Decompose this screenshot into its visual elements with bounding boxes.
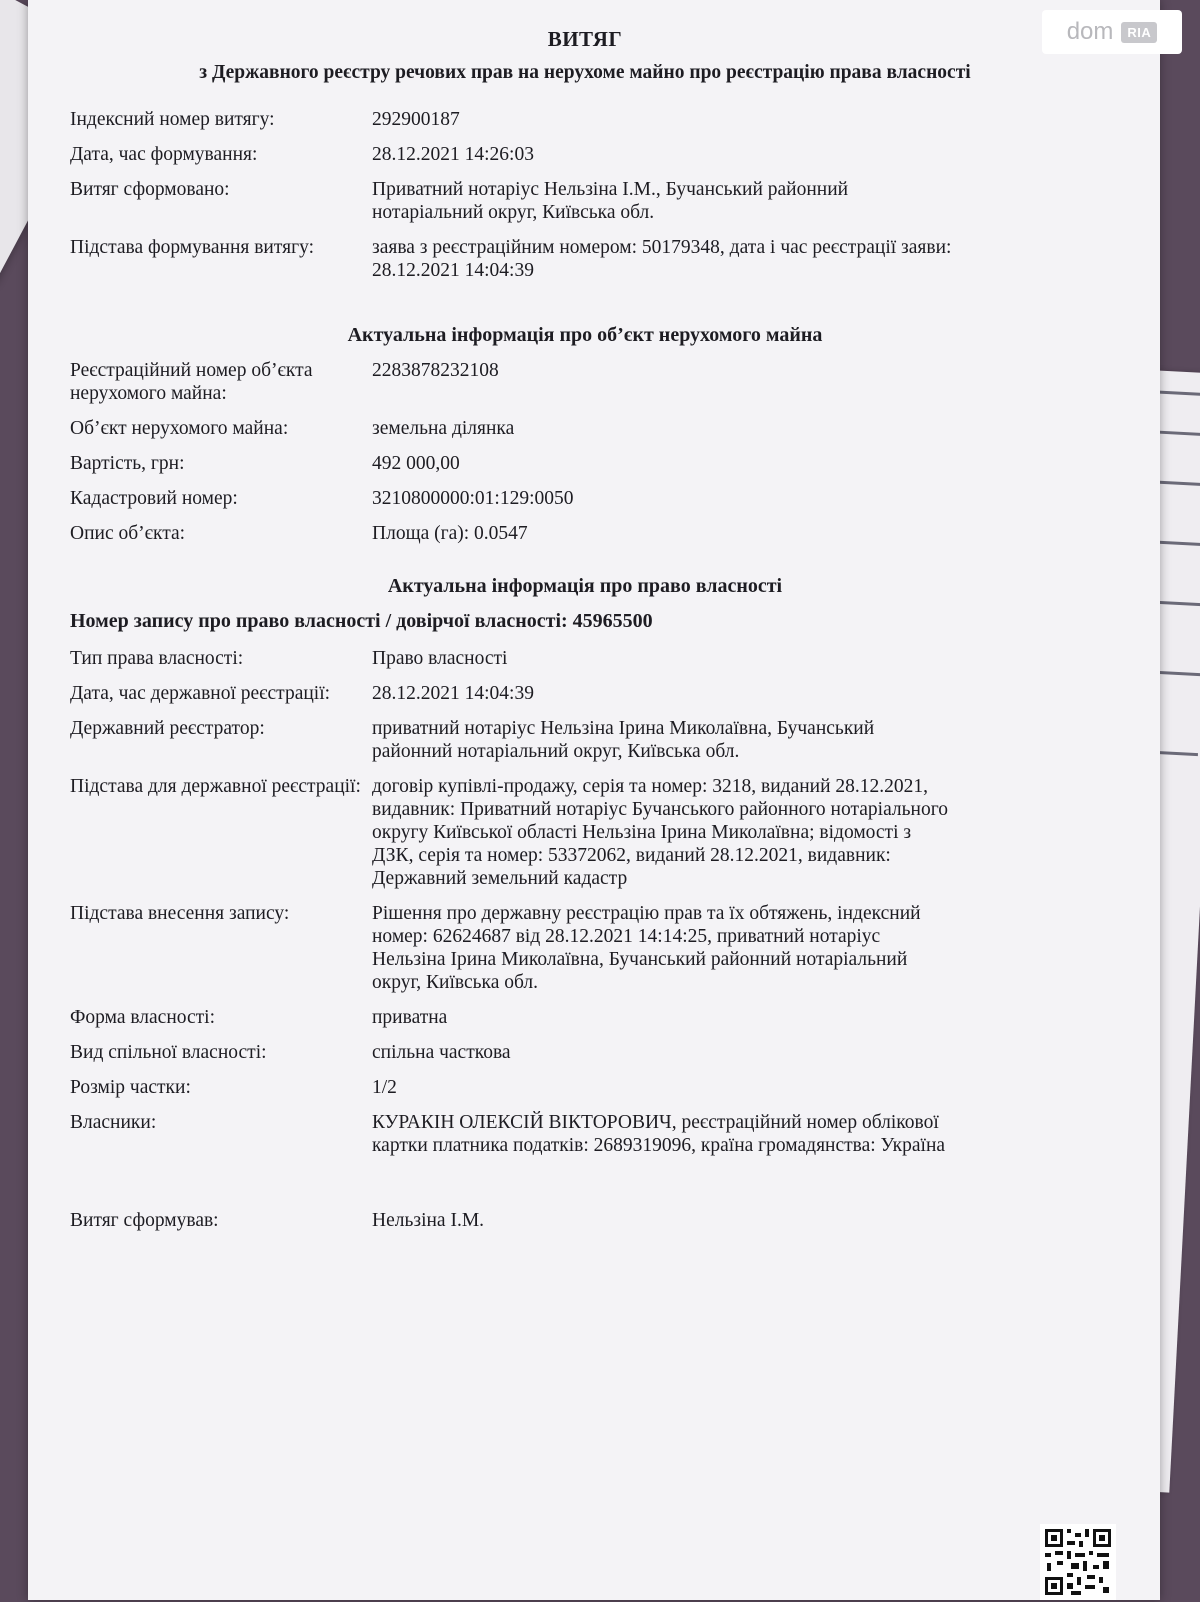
field-row	[70, 452, 1100, 475]
field-label: Витяг сформовано:	[70, 179, 230, 200]
value-line: Нельзіна Ірина Миколаївна, Бучанський районний нотаріальний	[372, 949, 908, 970]
footer-row	[70, 1209, 1100, 1232]
document-content	[70, 28, 1100, 1244]
field-row	[70, 647, 1100, 670]
value-line: Приватний нотаріус Нельзіна І.М., Бучанський районний	[372, 179, 849, 200]
field-row	[70, 902, 1100, 994]
value-line: видавник: Приватний нотаріус Бучанського районного нотаріального	[372, 799, 948, 820]
value-line: округу Київської області Нельзіна Ірина Миколаївна; відомості з	[372, 822, 912, 843]
ownership-record-number: Номер запису про право власності / довірчої власності: 45965500	[70, 610, 653, 632]
field-row	[70, 417, 1100, 440]
watermark-sub-brand: RIA	[1121, 22, 1157, 43]
field-value	[372, 1076, 1100, 1099]
field-row	[70, 178, 1100, 224]
document-subtitle: з Державного реєстру речових прав на нерухоме майно про реєстрацію права власності	[199, 62, 971, 83]
footer-label: Витяг сформував:	[70, 1210, 219, 1231]
field-row	[70, 717, 1100, 763]
field-value	[372, 178, 1100, 224]
value-line: 492 000,00	[372, 453, 460, 474]
field-value	[372, 682, 1100, 705]
field-row	[70, 775, 1100, 890]
field-label: Підстава формування витягу:	[70, 237, 315, 258]
value-line: Площа (га): 0.0547	[372, 523, 528, 544]
object-section-title: Актуальна інформація про об’єкт нерухомого майна	[347, 324, 823, 346]
value-line: земельна ділянка	[372, 418, 515, 439]
field-row	[70, 1041, 1100, 1064]
field-row	[70, 236, 1100, 282]
field-label: Реєстраційний номер об’єкта нерухомого майна:	[70, 360, 313, 404]
value-line: округ, Київська обл.	[372, 972, 539, 993]
field-value	[372, 487, 1100, 510]
value-line: 3210800000:01:129:0050	[372, 488, 574, 509]
field-row	[70, 1006, 1100, 1029]
field-label: Вид спільної власності:	[70, 1042, 267, 1063]
value-line: 28.12.2021 14:04:39	[372, 260, 534, 281]
value-line: 28.12.2021 14:26:03	[372, 144, 534, 165]
field-label: Вартість, грн:	[70, 453, 185, 474]
value-line: Державний земельний кадастр	[372, 868, 628, 889]
field-value	[372, 775, 1100, 890]
field-value	[372, 647, 1100, 670]
value-line: Право власності	[372, 648, 508, 669]
value-line: приватний нотаріус Нельзіна Ірина Миколаївна, Бучанський	[372, 718, 875, 739]
field-value	[372, 452, 1100, 475]
field-row	[70, 682, 1100, 705]
qr-code-icon	[1040, 1524, 1116, 1600]
field-value	[372, 108, 1100, 131]
value-line: спільна часткова	[372, 1042, 511, 1063]
value-line: договір купівлі-продажу, серія та номер: 3218, виданий 28.12.2021,	[372, 776, 929, 797]
value-line: заява з реєстраційним номером: 50179348, дата і час реєстрації заяви:	[372, 237, 952, 258]
field-row	[70, 1076, 1100, 1099]
field-label: Форма власності:	[70, 1007, 216, 1028]
field-row	[70, 143, 1100, 166]
watermark-brand: dom	[1066, 18, 1114, 45]
field-row	[70, 108, 1100, 131]
field-label: Державний реєстратор:	[70, 718, 265, 739]
ownership-fields	[70, 647, 1100, 1157]
field-row	[70, 487, 1100, 510]
value-line: районний нотаріальний округ, Київська обл.	[372, 741, 740, 762]
field-label: Підстава для державної реєстрації:	[70, 776, 361, 797]
value-line: картки платника податків: 2689319096, країна громадянства: Україна	[372, 1135, 946, 1156]
field-value	[372, 522, 1100, 545]
field-label: Дата, час державної реєстрації:	[70, 683, 331, 704]
value-line: 28.12.2021 14:04:39	[372, 683, 534, 704]
field-label: Індексний номер витягу:	[70, 109, 275, 130]
field-label: Об’єкт нерухомого майна:	[70, 418, 289, 439]
value-line: 2283878232108	[372, 360, 499, 381]
field-row	[70, 522, 1100, 545]
document-title: ВИТЯГ	[547, 27, 623, 51]
ownership-section-title: Актуальна інформація про право власності	[387, 575, 783, 597]
field-value	[372, 717, 1100, 763]
field-value	[372, 902, 1100, 994]
field-value	[372, 417, 1100, 440]
value-line: нотаріальний округ, Київська обл.	[372, 202, 655, 223]
value-line: 292900187	[372, 109, 460, 130]
field-label: Власники:	[70, 1112, 157, 1133]
field-label: Дата, час формування:	[70, 144, 258, 165]
value-line: 1/2	[372, 1077, 397, 1098]
field-label: Розмір частки:	[70, 1077, 191, 1098]
field-value	[372, 359, 1100, 405]
header-fields	[70, 108, 1100, 282]
field-value	[372, 236, 1100, 282]
value-line: КУРАКІН ОЛЕКСІЙ ВІКТОРОВИЧ, реєстраційний номер облікової	[372, 1112, 939, 1133]
field-label: Кадастровий номер:	[70, 488, 238, 509]
value-line: ДЗК, серія та номер: 53372062, виданий 28.12.2021, видавник:	[372, 845, 891, 866]
value-line: номер: 62624687 від 28.12.2021 14:14:25, приватний нотаріус	[372, 926, 881, 947]
field-row	[70, 359, 1100, 405]
field-value	[372, 1111, 1100, 1157]
value-line: Рішення про державну реєстрацію прав та їх обтяжень, індексний	[372, 903, 921, 924]
field-value	[372, 1006, 1100, 1029]
footer-value: Нельзіна І.М.	[372, 1210, 485, 1231]
object-fields	[70, 359, 1100, 545]
field-label: Підстава внесення запису:	[70, 903, 290, 924]
field-row	[70, 1111, 1100, 1157]
value-line: приватна	[372, 1007, 448, 1028]
field-label: Тип права власності:	[70, 648, 244, 669]
field-value	[372, 1041, 1100, 1064]
field-label: Опис об’єкта:	[70, 523, 186, 544]
field-value	[372, 143, 1100, 166]
